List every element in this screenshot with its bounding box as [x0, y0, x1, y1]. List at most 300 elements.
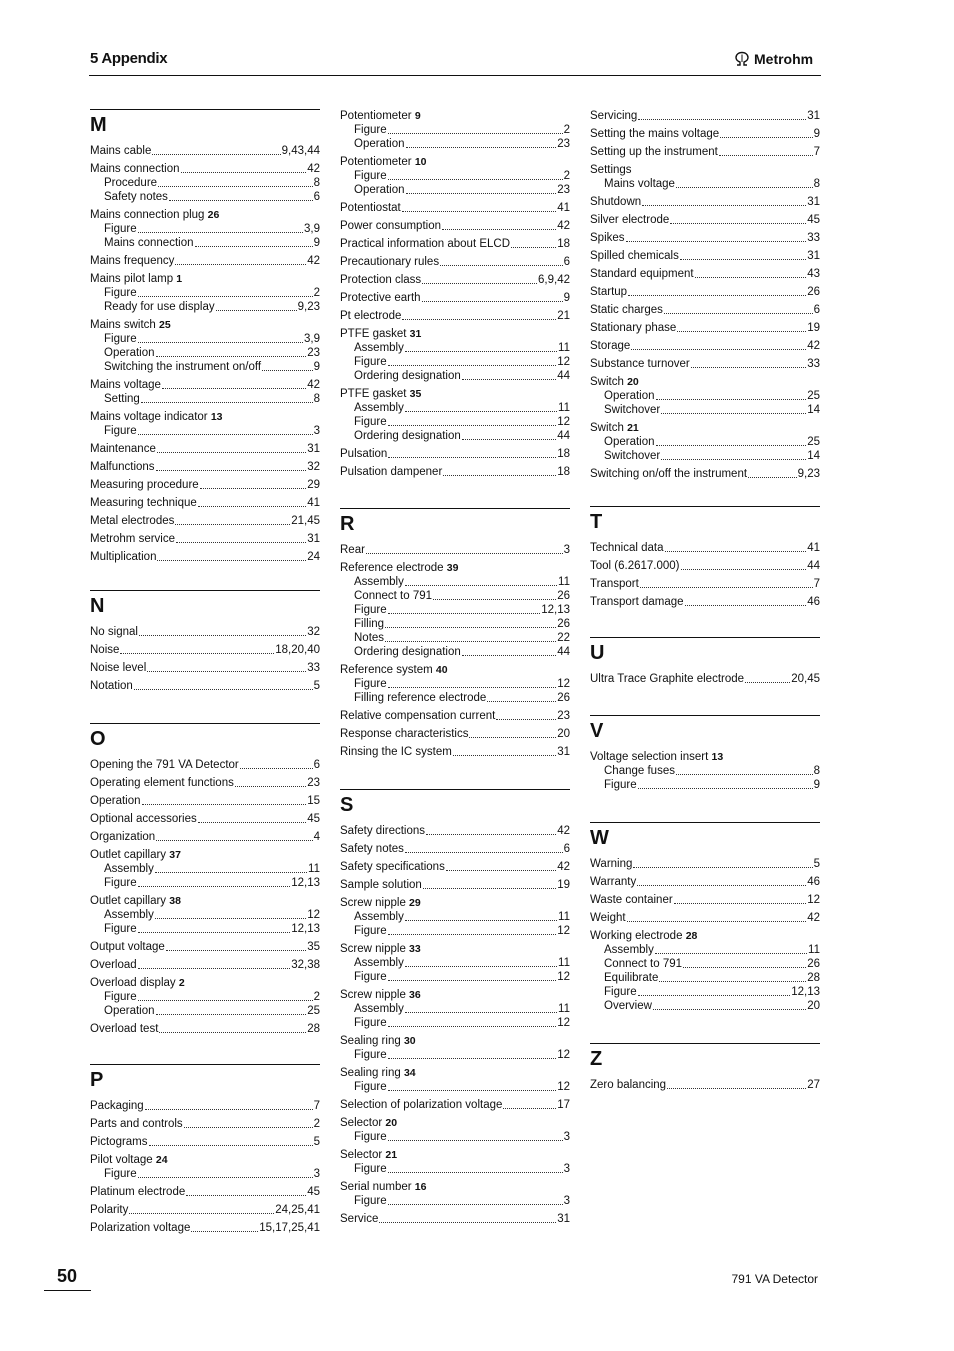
dot-leader	[156, 840, 312, 841]
entry-figure-ref: 28	[685, 930, 698, 942]
index-subentry	[90, 190, 320, 204]
index-entry	[90, 848, 320, 862]
entry-label: Organization	[90, 831, 156, 843]
entry-label: PTFE gasket	[340, 388, 407, 400]
dot-leader	[388, 1090, 557, 1091]
index-entry	[590, 875, 820, 889]
index-subentry	[90, 360, 320, 374]
index-entry	[340, 727, 570, 741]
entry-pages: 12	[307, 909, 320, 921]
dot-leader	[388, 1140, 563, 1141]
entry-pages: 6	[563, 256, 570, 268]
entry-label: Figure	[354, 1081, 387, 1093]
entry-label: Multiplication	[90, 551, 157, 563]
index-entry	[590, 213, 820, 227]
entry-pages: 2	[313, 991, 320, 1003]
entry-label: Mains frequency	[90, 255, 175, 267]
index-entry	[90, 162, 320, 176]
entry-label: Overview	[604, 1000, 652, 1012]
page-number: 50	[57, 1266, 78, 1286]
index-entry	[340, 1098, 570, 1112]
entry-pages: 8	[813, 178, 820, 190]
entry-pages: 42	[557, 825, 570, 837]
index-entry	[90, 378, 320, 392]
entry-label: Figure	[104, 425, 137, 437]
index-subentry	[340, 401, 570, 415]
index-entry	[590, 541, 820, 555]
entry-label: Rear	[340, 544, 365, 556]
entry-label: Notes	[354, 632, 385, 644]
dot-leader	[402, 319, 556, 320]
index-entry	[340, 1116, 570, 1130]
dot-leader	[155, 918, 306, 919]
entry-pages: 42	[807, 912, 820, 924]
entry-label: Sealing ring	[340, 1067, 401, 1079]
entry-pages: 33	[807, 232, 820, 244]
entry-label: Reference electrode	[340, 562, 444, 574]
entry-label: Ultra Trace Graphite electrode	[590, 673, 745, 685]
index-entry	[90, 1135, 320, 1149]
entry-label: Warranty	[590, 876, 637, 888]
entry-pages: 33	[807, 358, 820, 370]
entry-pages: 44	[557, 430, 570, 442]
index-entry	[90, 318, 320, 332]
index-entry	[90, 254, 320, 268]
dot-leader	[405, 585, 557, 586]
index-entry-list	[90, 144, 320, 564]
index-entry	[590, 893, 820, 907]
dot-leader	[235, 786, 306, 787]
dot-leader	[175, 264, 306, 265]
dot-leader	[139, 635, 306, 636]
entry-label: Figure	[104, 877, 137, 889]
entry-label: Servicing	[590, 110, 638, 122]
dot-leader	[680, 259, 806, 260]
entry-label: Ordering designation	[354, 370, 461, 382]
dot-leader	[158, 186, 313, 187]
dot-leader	[681, 569, 807, 570]
dot-leader	[141, 402, 313, 403]
entry-label: Mains pilot lamp	[90, 273, 174, 285]
index-subentry	[340, 924, 570, 938]
entry-figure-ref: 20	[385, 1117, 398, 1129]
entry-pages: 3	[563, 1131, 570, 1143]
entry-pages: 11	[808, 944, 820, 956]
dot-leader	[138, 1177, 313, 1178]
dot-leader	[422, 283, 537, 284]
index-subentry	[90, 346, 320, 360]
index-entry-list	[590, 750, 820, 792]
index-entry	[590, 303, 820, 317]
entry-pages: 24	[307, 551, 320, 563]
entry-label: Polarity	[90, 1204, 129, 1216]
index-entry	[340, 561, 570, 575]
product-name: 791 VA Detector	[731, 1272, 818, 1286]
entry-label: Protection class	[340, 274, 422, 286]
entry-label: Screw nipple	[340, 897, 406, 909]
entry-pages: 28	[807, 972, 820, 984]
entry-label: Assembly	[354, 576, 404, 588]
index-entry	[340, 237, 570, 251]
entry-pages: 3	[313, 1168, 320, 1180]
entry-label: Output voltage	[90, 941, 165, 953]
entry-label: Mains connection	[90, 163, 180, 175]
dot-leader	[388, 1204, 563, 1205]
dot-leader	[440, 265, 563, 266]
index-entry	[90, 514, 320, 528]
dot-leader	[745, 682, 790, 683]
entry-pages: 15,17,25,41	[259, 1222, 320, 1234]
index-entry-list	[590, 1078, 820, 1092]
entry-pages: 46	[807, 596, 820, 608]
dot-leader	[661, 413, 806, 414]
entry-figure-ref: 39	[446, 562, 459, 574]
entry-label: Assembly	[104, 863, 154, 875]
entry-pages: 6	[313, 759, 320, 771]
entry-label: Figure	[604, 779, 637, 791]
index-entry	[340, 273, 570, 287]
entry-pages: 14	[807, 404, 820, 416]
entry-figure-ref: 31	[409, 328, 422, 340]
index-entry	[590, 559, 820, 573]
entry-pages: 31	[307, 443, 320, 455]
entry-label: Measuring procedure	[90, 479, 199, 491]
index-entry-list	[340, 824, 570, 1226]
dot-leader	[496, 719, 556, 720]
index-subentry	[340, 910, 570, 924]
entry-label: Settings	[590, 164, 632, 176]
entry-label: Figure	[354, 925, 387, 937]
entry-pages: 3,9	[304, 333, 320, 345]
entry-pages: 25	[807, 436, 820, 448]
entry-figure-ref: 36	[409, 989, 421, 1001]
entry-pages: 18	[557, 466, 570, 478]
entry-pages: 18	[557, 238, 570, 250]
dot-leader	[198, 506, 306, 507]
index-entry	[90, 643, 320, 657]
entry-pages: 19	[557, 879, 570, 891]
entry-pages: 42	[557, 220, 570, 232]
entry-label: Figure	[354, 678, 387, 690]
dot-leader	[186, 1195, 306, 1196]
dot-leader	[385, 627, 556, 628]
entry-pages: 28	[307, 1023, 320, 1035]
entry-figure-ref: 13	[210, 411, 223, 423]
entry-pages: 11	[558, 402, 570, 414]
entry-label: Switch	[590, 422, 624, 434]
index-entry	[590, 929, 820, 943]
index-entry	[340, 842, 570, 856]
entry-pages: 2	[313, 287, 320, 299]
entry-label: Assembly	[354, 402, 404, 414]
entry-label: Setting the mains voltage	[590, 128, 720, 140]
dot-leader	[683, 967, 806, 968]
entry-pages: 7	[813, 578, 820, 590]
entry-pages: 42	[807, 340, 820, 352]
entry-pages: 35	[307, 941, 320, 953]
dot-leader	[388, 980, 557, 981]
dot-leader	[138, 968, 291, 969]
index-subentry	[340, 956, 570, 970]
entry-pages: 22	[557, 632, 570, 644]
dot-leader	[405, 920, 557, 921]
entry-label: Startup	[590, 286, 628, 298]
entry-figure-ref: 29	[409, 897, 421, 909]
entry-pages: 26	[557, 618, 570, 630]
entry-pages: 31	[807, 250, 820, 262]
entry-label: Mains connection	[104, 237, 194, 249]
entry-pages: 5	[313, 1136, 320, 1148]
entry-label: Measuring technique	[90, 497, 197, 509]
entry-label: Change fuses	[604, 765, 675, 777]
entry-label: Operation	[354, 138, 405, 150]
dot-leader	[667, 1088, 806, 1089]
dot-leader	[388, 1172, 563, 1173]
index-entry	[340, 543, 570, 557]
index-entry	[340, 1034, 570, 1048]
dot-leader	[638, 788, 813, 789]
index-entry	[340, 1148, 570, 1162]
index-entry	[590, 109, 820, 123]
index-subentry	[340, 369, 570, 383]
dot-leader	[676, 774, 813, 775]
dot-leader	[157, 560, 306, 561]
entry-pages: 12	[557, 1017, 570, 1029]
entry-pages: 42	[307, 379, 320, 391]
index-section-t	[590, 506, 820, 609]
entry-label: Operation	[90, 795, 141, 807]
index-entry-list	[590, 109, 820, 481]
index-section-o	[90, 723, 320, 1036]
entry-figure-ref: 38	[169, 895, 181, 907]
index-subentry	[590, 177, 820, 191]
index-subentry	[590, 999, 820, 1013]
index-entry	[90, 758, 320, 772]
dot-leader	[138, 1000, 313, 1001]
index-subentry	[90, 1167, 320, 1181]
entry-pages: 9,23	[297, 301, 320, 313]
entry-label: Protective earth	[340, 292, 421, 304]
entry-pages: 43	[807, 268, 820, 280]
entry-pages: 23	[557, 184, 570, 196]
entry-label: Assembly	[354, 1003, 404, 1015]
entry-pages: 12,13	[791, 986, 820, 998]
entry-label: Static charges	[590, 304, 663, 316]
index-entry	[590, 672, 820, 686]
entry-label: Pt electrode	[340, 310, 402, 322]
section-letter: P	[90, 1069, 104, 1091]
index-entry	[90, 1117, 320, 1131]
index-entry	[90, 625, 320, 639]
entry-label: Assembly	[104, 909, 154, 921]
entry-figure-ref: 10	[414, 156, 427, 168]
entry-pages: 29	[307, 479, 320, 491]
index-entry-list	[90, 758, 320, 1036]
entry-pages: 6	[313, 191, 320, 203]
entry-pages: 26	[807, 958, 820, 970]
entry-label: Potentiometer	[340, 156, 412, 168]
index-entry	[90, 1153, 320, 1167]
entry-label: Outlet capillary	[90, 849, 167, 861]
entry-figure-ref: 25	[159, 319, 171, 331]
entry-label: Transport	[590, 578, 639, 590]
entry-pages: 5	[313, 680, 320, 692]
index-entry	[90, 1022, 320, 1036]
entry-pages: 45	[307, 1186, 320, 1198]
entry-pages: 9,23	[797, 468, 820, 480]
entry-label: Operation	[104, 347, 155, 359]
entry-pages: 45	[807, 214, 820, 226]
index-section-m	[90, 109, 320, 564]
dot-leader	[149, 1145, 313, 1146]
entry-label: Warning	[590, 858, 633, 870]
index-section-u	[590, 637, 820, 686]
entry-label: Working electrode	[590, 930, 683, 942]
entry-label: Metal electrodes	[90, 515, 175, 527]
entry-pages: 33	[307, 662, 320, 674]
entry-pages: 26	[807, 286, 820, 298]
dot-leader	[402, 211, 556, 212]
dot-leader	[379, 1222, 556, 1223]
entry-label: Figure	[354, 170, 387, 182]
dot-leader	[145, 1109, 313, 1110]
index-entry	[340, 745, 570, 759]
entry-label: Figure	[354, 1163, 387, 1175]
entry-label: Figure	[354, 1195, 387, 1207]
entry-figure-ref: 21	[385, 1149, 398, 1161]
entry-pages: 41	[807, 542, 820, 554]
index-entry	[90, 776, 320, 790]
entry-pages: 9	[813, 779, 820, 791]
index-subentry	[340, 429, 570, 443]
index-entry	[590, 357, 820, 371]
entry-label: Potentiostat	[340, 202, 401, 214]
entry-label: Mains voltage	[90, 379, 161, 391]
index-subentry	[90, 300, 320, 314]
dot-leader	[405, 1012, 557, 1013]
entry-label: Tool (6.2617.000)	[590, 560, 680, 572]
entry-label: Screw nipple	[340, 989, 406, 1001]
entry-label: Metrohm service	[90, 533, 175, 545]
entry-label: Selection of polarization voltage	[340, 1099, 503, 1111]
index-entry	[590, 857, 820, 871]
dot-leader	[453, 755, 556, 756]
index-entry	[90, 1185, 320, 1199]
index-entry	[90, 550, 320, 564]
entry-label: Spikes	[590, 232, 625, 244]
dot-leader	[169, 200, 313, 201]
entry-pages: 3	[563, 1195, 570, 1207]
index-subentry	[90, 876, 320, 890]
entry-label: Figure	[354, 356, 387, 368]
entry-label: Ready for use display	[104, 301, 215, 313]
index-entry	[340, 255, 570, 269]
dot-leader	[198, 822, 306, 823]
dot-leader	[184, 1127, 313, 1128]
index-subentry	[340, 575, 570, 589]
dot-leader	[628, 295, 806, 296]
index-entry	[90, 794, 320, 808]
index-entry-list	[90, 625, 320, 693]
index-subentry	[340, 603, 570, 617]
entry-pages: 11	[308, 863, 320, 875]
index-entry	[90, 442, 320, 456]
entry-pages: 12,13	[291, 923, 320, 935]
dot-leader	[156, 1014, 307, 1015]
dot-leader	[631, 349, 806, 350]
index-subentry	[340, 691, 570, 705]
entry-pages: 11	[558, 957, 570, 969]
entry-pages: 20	[557, 728, 570, 740]
footer-rule	[44, 1290, 91, 1291]
index-entry	[90, 812, 320, 826]
dot-leader	[138, 434, 313, 435]
index-subentry	[340, 631, 570, 645]
dot-leader	[155, 872, 307, 873]
entry-pages: 42	[307, 163, 320, 175]
entry-figure-ref: 13	[711, 751, 724, 763]
dot-leader	[405, 351, 557, 352]
index-entry	[340, 860, 570, 874]
dot-leader	[640, 587, 813, 588]
entry-label: Practical information about ELCD	[340, 238, 511, 250]
index-subentry	[340, 1048, 570, 1062]
entry-label: Parts and controls	[90, 1118, 183, 1130]
index-entry-list	[590, 857, 820, 1013]
entry-label: Voltage selection insert	[590, 751, 709, 763]
dot-leader	[442, 229, 556, 230]
index-entry	[90, 144, 320, 158]
entry-pages: 4	[313, 831, 320, 843]
index-entry	[340, 878, 570, 892]
entry-label: Optional accessories	[90, 813, 197, 825]
entry-label: Selector	[340, 1117, 383, 1129]
index-section-continued	[590, 109, 820, 481]
index-entry	[340, 327, 570, 341]
entry-label: Spilled chemicals	[590, 250, 679, 262]
entry-label: Mains switch	[90, 319, 156, 331]
index-entry	[340, 663, 570, 677]
entry-label: Figure	[354, 604, 387, 616]
dot-leader	[626, 241, 807, 242]
entry-pages: 2	[563, 170, 570, 182]
brand-name: Metrohm	[754, 51, 814, 67]
entry-label: Mains connection plug	[90, 209, 205, 221]
entry-pages: 3,9	[304, 223, 320, 235]
index-section-z	[590, 1043, 820, 1092]
entry-pages: 9	[313, 361, 320, 373]
dot-leader	[637, 885, 806, 886]
entry-figure-ref: 24	[155, 1154, 168, 1166]
dot-leader	[142, 804, 307, 805]
entry-label: Reference system	[340, 664, 433, 676]
entry-pages: 12	[557, 416, 570, 428]
entry-pages: 21,45	[291, 515, 320, 527]
section-letter: Z	[590, 1048, 603, 1070]
entry-label: Operation	[104, 1005, 155, 1017]
index-entry	[590, 467, 820, 481]
index-entry	[90, 830, 320, 844]
index-entry	[340, 942, 570, 956]
dot-leader	[638, 119, 806, 120]
index-entry	[90, 940, 320, 954]
dot-leader	[653, 1009, 806, 1010]
entry-label: Filling	[354, 618, 385, 630]
index-entry	[340, 291, 570, 305]
index-subentry	[340, 1080, 570, 1094]
index-subentry	[90, 286, 320, 300]
index-subentry	[340, 1194, 570, 1208]
